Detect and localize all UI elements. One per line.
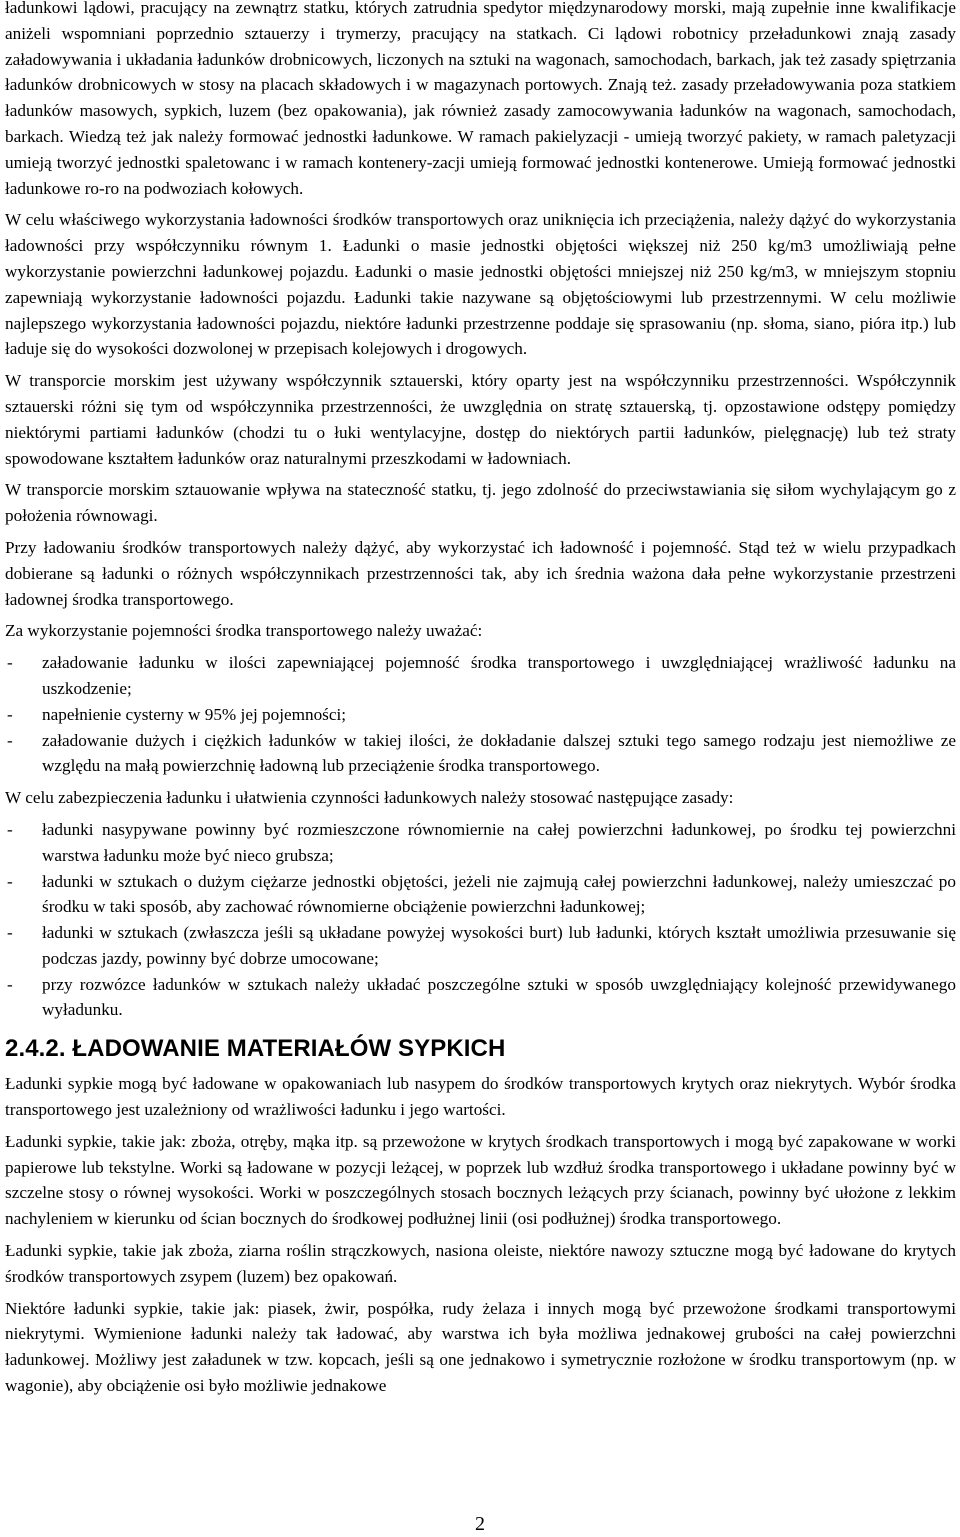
list-item: - napełnienie cysterny w 95% jej pojemności; bbox=[5, 702, 956, 728]
paragraph-loading-vehicles: Przy ładowaniu środków transportowych należy dążyć, aby wykorzystać ich ładowność i pojemność. Stąd też w wielu przypadkach dobierane są ładunki o różnych współczynnikach przestrzenności tak, aby ich średnia ważona dała pełne wykorzystanie przestrzeni ładownej środka transportowego. bbox=[5, 537, 956, 609]
paragraph-stowage-factor: W transporcie morskim jest używany współczynnik sztauerski, który oparty jest na współczynniku przestrzenności. Współczynnik sztauerski różni się tym od współczynnika przestrzenności, że uwzględnia on stratę sztauerską, tj. opzostawione odstępy pomiędzy niektórymi partiami ładunków (chodzi tu o łuki wentylacyjne, dostęp do niektórych partii ładunków, pielęgnację) lub też straty spowodowane kształtem ładunków oraz naturalnymi przeszkodami w ładowniach. bbox=[5, 371, 956, 468]
paragraph-securing-intro: W celu zabezpieczenia ładunku i ułatwienia czynności ładunkowych należy stosować następujące zasady: bbox=[5, 788, 734, 808]
paragraph-bulk-sacks: Ładunki sypkie, takie jak: zboża, otręby, mąka itp. są przewożone w krytych środkach transportowych i mogą być zapakowane w worki papierowe lub tekstylne. Worki są ładowane w pozycji leżącej, w poprzek lub wzdłuż środka transportowego i układane powinny być w szczelne stosy o równej wysokości. Worki w poszczególnych stosach bocznych leżących przy ścianach, powinny być ułożone z lekkim nachyleniem w kierunku od ścian bocznych do środkowej podłużnej linii (osi podłużnej) środka transportowego. bbox=[5, 1131, 956, 1229]
paragraph-bulk-open-vehicles: Niektóre ładunki sypkie, takie jak: piasek, żwir, pospółka, rudy żelaza i innych mogą być przewożone środkami transportowymi niekrytymi. Wymienione ładunki należy tak ładować, aby warstwa ich była możliwa jednakowej grubości na całej powierzchni ładunkowej. Możliwy jest załadunek w tzw. kopcach, jeśli są one jednakowo i symetrycznie rozłożone w środku transportowym (np. w wagonie), aby obciążenie osi było możliwie jednakowe bbox=[5, 1298, 956, 1396]
paragraph-stability: W transporcie morskim sztauowanie wpływa na stateczność statku, tj. jego zdolność do przeciwstawiania się siłom wychylającym go z położenia równowagi. bbox=[5, 480, 956, 526]
list-item: - przy rozwózce ładunków w sztukach należy układać poszczególne sztuki w sposób uwzględniający kolejność przewidywanego wyładunku. bbox=[5, 972, 956, 1024]
paragraph-workers: ładunkowi lądowi, pracujący na zewnątrz statku, których zatrudnia spedytor międzynarodowy morski, mają zupełnie inne kwalifikacje aniżeli wspomniani poprzednio sztauerzy i trymerzy, pracujący na statkach. Ci lądowi robotnicy przeładunkowi znają zasady załadowywania i układania ładunków drobnicowych, liczonych na sztuki na wagonach, samochodach, barkach, jak też zasady spiętrzania ładunków drobnicowych w stosy na placach składowych i w magazynach portowych. Znają też. zasady przeładowywania poza statkiem ładunków masowych, sypkich, luzem (bez opakowania), jak również zasady zamocowywania ładunków na wagonach, samochodach, barkach. Wiedzą też jak należy formować jednostki ładunkowe. W ramach pakielyzacji - umieją tworzyć pakiety, w ramach paletyzacji umieją tworzyć jednostki spaletowanc i w ramach kontenery-zacji umieją formować jednostki kontenerowe. Umieją formować jednostki ładunkowe ro-ro na podwoziach kołowych. bbox=[5, 0, 956, 198]
paragraph-capacity: W celu właściwego wykorzystania ładowności środków transportowych oraz uniknięcia ich przeciążenia, należy dążyć do wykorzystania ładowności przy współczynniku równym 1. Ładunki o masie jednostki objętości większej niż 250 kg/m3 umożliwiają pełne wykorzystanie powierzchni ładunkowej pojazdu. Ładunki o masie jednostki objętości mniejszej niż 250 kg/m3, w mniejszym stopniu zapewniają wykorzystanie ładowności pojazdu. Ładunki takie nazywane są objętościowymi lub przestrzennymi. W celu możliwie najlepszego wykorzystania ładowności pojazdu, niektóre ładunki przestrzenne poddaje się sprasowaniu (np. słoma, siano, pióra itp.) lub ładuje się do wysokości dozwolonej w przepisach kolejowych i drogowych. bbox=[5, 210, 956, 359]
list-item: - załadowanie ładunku w ilości zapewniającej pojemność środka transportowego i uwzględniającej wrażliwość ładunku na uszkodzenie; bbox=[5, 650, 956, 702]
paragraph-capacity-intro: Za wykorzystanie pojemności środka transportowego należy uważać: bbox=[5, 621, 483, 641]
list-item: - ładunki nasypywane powinny być rozmieszczone równomiernie na całej powierzchni ładunkowej, po środku tej powierzchni warstwa ładunku może być nieco grubsza; bbox=[5, 817, 956, 869]
page-number: 2 bbox=[475, 1513, 485, 1535]
list-item: - załadowanie dużych i ciężkich ładunków w takiej ilości, że dokładanie dalszej sztuki tego samego rodzaju jest niemożliwe ze względu na małą powierzchnię ładowną lub przeciążenie środka transportowego. bbox=[5, 728, 956, 780]
paragraph-bulk-packaging: Ładunki sypkie mogą być ładowane w opakowaniach lub nasypem do środków transportowych krytych oraz niekrytych. Wybór środka transportowego jest uzależniony od wrażliwości ładunku i jego wartości. bbox=[5, 1074, 956, 1120]
list-item: - ładunki w sztukach o dużym ciężarze jednostki objętości, jeżeli nie zajmują całej powierzchni ładunkowej, należy umieszczać po środku w taki sposób, aby zachować równomierne obciążenie powierzchni ładunkowej; bbox=[5, 869, 956, 921]
section-heading: 2.4.2. ŁADOWANIE MATERIAŁÓW SYPKICH bbox=[5, 1035, 506, 1063]
paragraph-bulk-loose: Ładunki sypkie, takie jak zboża, ziarna roślin strączkowych, nasiona oleiste, niektóre nawozy sztuczne mogą być ładowane do krytych środków transportowych zsypem (luzem) bez opakowań. bbox=[5, 1241, 956, 1286]
capacity-list bbox=[5, 650, 956, 779]
list-item: - ładunki w sztukach (zwłaszcza jeśli są układane powyżej wysokości burt) lub ładunki, których kształt umożliwia przesuwanie się podczas jazdy, powinny być dobrze umocowane; bbox=[5, 920, 956, 972]
securing-list bbox=[5, 817, 956, 1023]
